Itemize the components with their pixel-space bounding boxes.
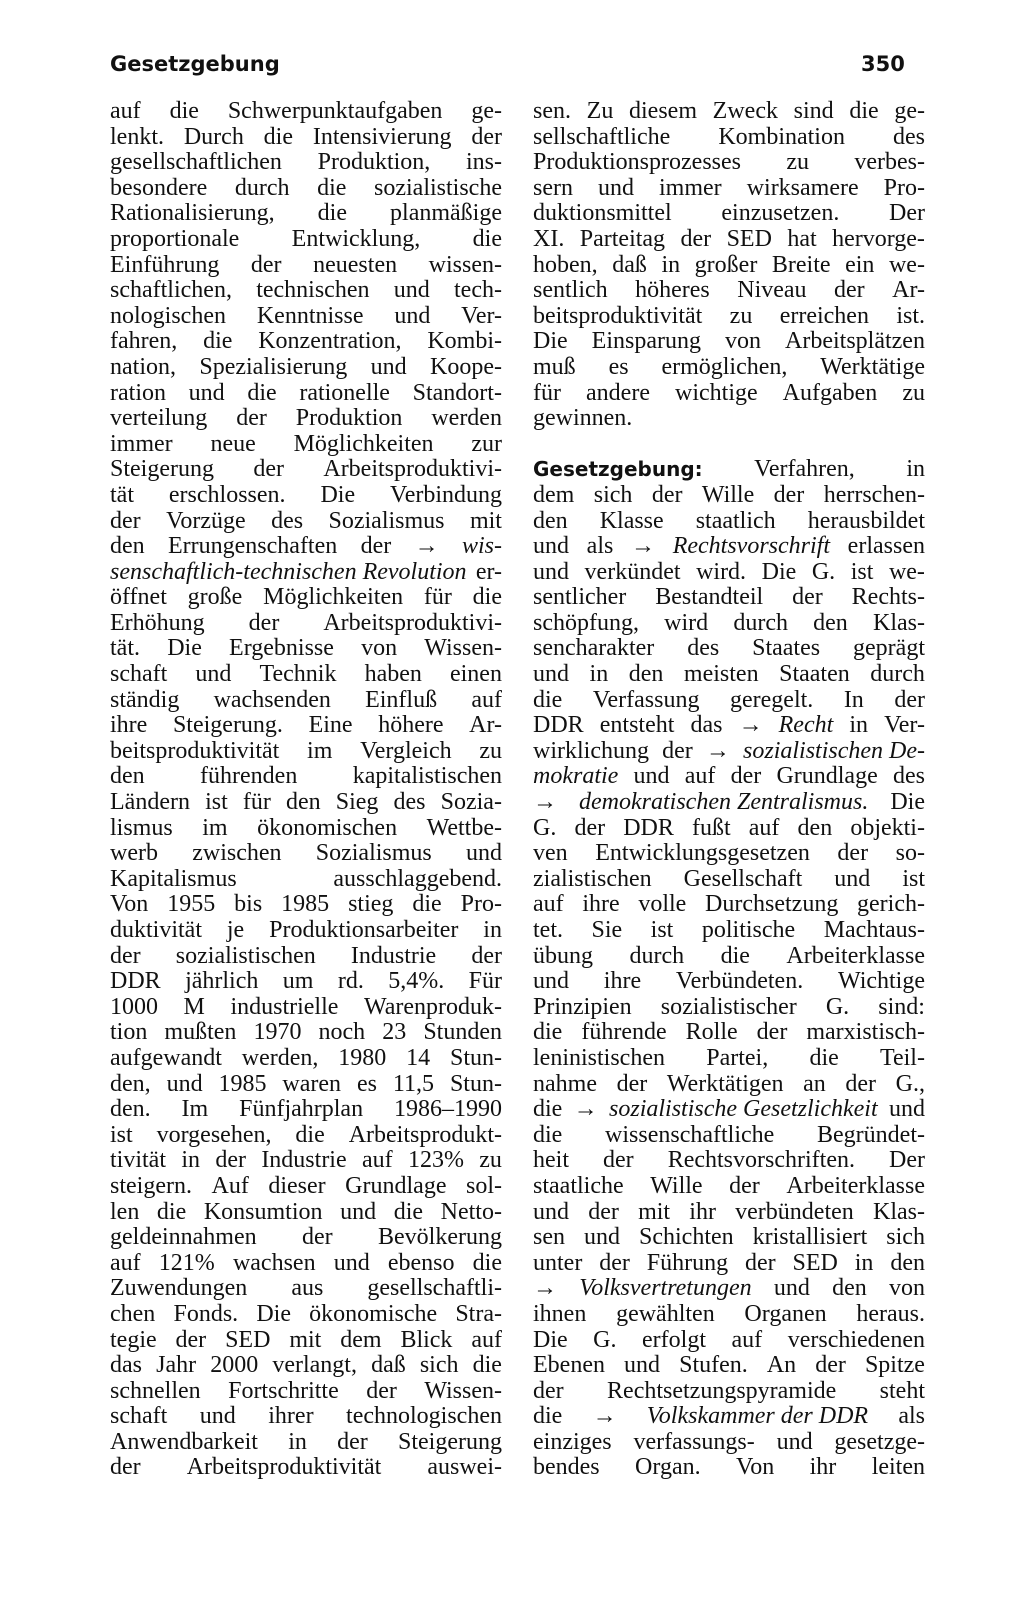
text-line: wirklichung der → sozialistischen De- [533, 737, 925, 764]
text-line: → Volksvertretungen und den von [533, 1275, 925, 1302]
text-line: der Rechtsetzungspyramide steht [533, 1377, 925, 1404]
text-line: Kapitalismus ausschlaggebend. [110, 865, 502, 892]
text-line: bendes Organ. Von ihr leiten [533, 1454, 925, 1481]
text-line: der sozialistischen Industrie der [110, 942, 502, 969]
text-line: gewinnen. [533, 405, 633, 432]
text-line: → demokratischen Zentralismus. Die [533, 789, 925, 816]
text-line: duktivität je Produktionsarbeiter in [110, 917, 502, 943]
text-line: beitsproduktivität zu erreichen ist. [533, 302, 925, 329]
text-line: sern und immer wirksamere Pro- [533, 174, 925, 201]
page-number: 350 [861, 52, 905, 76]
text-line: XI. Parteitag der SED hat hervorge- [533, 225, 925, 252]
text-line: nahme der Werktätigen an der G., [533, 1070, 925, 1097]
text-line: Steigerung der Arbeitsproduktivi- [110, 456, 502, 483]
text-line: auf die Schwerpunktaufgaben ge- [110, 98, 502, 124]
text-line: fahren, die Konzentration, Kombi- [110, 328, 502, 355]
text-line: ihre Steigerung. Eine höhere Ar- [110, 712, 502, 739]
text-line: die wissenschaftliche Begründet- [533, 1121, 925, 1148]
text-line: Einführung der neuesten wissen- [110, 251, 502, 278]
text-line: den führenden kapitalistischen [110, 763, 502, 790]
text-line: immer neue Möglichkeiten zur [110, 430, 502, 457]
text-line: muß es ermöglichen, Werktätige [533, 353, 925, 380]
text-line: tät erschlossen. Die Verbindung [110, 481, 502, 508]
text-line: ven Entwicklungsgesetzen der so- [533, 840, 925, 867]
text-line: und als → Rechtsvorschrift erlassen [533, 533, 925, 560]
text-line: Produktionsprozesses zu verbes- [533, 149, 925, 176]
text-line: len die Konsumtion und die Netto- [110, 1198, 502, 1225]
text-line: den. Im Fünfjahrplan 1986–1990 [110, 1096, 502, 1123]
text-line: Gesetzgebung: Verfahren, in [533, 456, 925, 483]
text-line: Ländern ist für den Sieg des Sozia- [110, 789, 502, 816]
text-line: schnellen Fortschritte der Wissen- [110, 1377, 502, 1404]
text-line: nation, Spezialisierung und Koope- [110, 353, 502, 380]
text-line: sentlich höheres Niveau der Ar- [533, 277, 925, 304]
text-line: Zuwendungen aus gesellschaftli- [110, 1275, 502, 1302]
text-line: senschaftlich-technischen Revolution er- [110, 558, 502, 585]
text-line: zialistischen Gesellschaft und ist [533, 865, 925, 892]
text-line: chen Fonds. Die ökonomische Stra- [110, 1300, 502, 1327]
text-line: ständig wachsenden Einfluß auf [110, 686, 502, 713]
text-line: Erhöhung der Arbeitsproduktivi- [110, 609, 502, 636]
text-line: lenkt. Durch die Intensivierung der [110, 123, 502, 150]
text-line: werb zwischen Sozialismus und [110, 840, 502, 867]
text-line: der Vorzüge des Sozialismus mit [110, 507, 502, 534]
text-line: für andere wichtige Aufgaben zu [533, 379, 925, 406]
text-line: steigern. Auf dieser Grundlage sol- [110, 1172, 502, 1199]
text-line: gesellschaftlichen Produktion, ins- [110, 149, 502, 176]
text-line: Ebenen und Stufen. An der Spitze [533, 1352, 925, 1379]
text-line: die → Volkskammer der DDR als [533, 1403, 925, 1430]
text-line: und verkündet wird. Die G. ist we- [533, 558, 925, 585]
text-line: und der mit ihr verbündeten Klas- [533, 1198, 925, 1225]
text-line: schaft und ihrer technologischen [110, 1403, 502, 1430]
text-line: auf 121% wachsen und ebenso die [110, 1249, 502, 1276]
running-head: Gesetzgebung [110, 52, 280, 76]
text-line: duktionsmittel einzusetzen. Der [533, 200, 925, 227]
text-line: tion mußten 1970 noch 23 Stunden [110, 1019, 502, 1046]
text-line: den Errungenschaften der → wis- [110, 533, 502, 560]
text-line: die Verfassung geregelt. In der [533, 686, 925, 713]
text-line: sen. Zu diesem Zweck sind die ge- [533, 98, 925, 124]
text-line: G. der DDR fußt auf den objekti- [533, 814, 925, 841]
right-text-column [533, 99, 925, 1481]
text-line: einziges verfassungs- und gesetzge- [533, 1428, 925, 1455]
text-line: geldeinnahmen der Bevölkerung [110, 1224, 502, 1251]
text-line: tät. Die Ergebnisse von Wissen- [110, 635, 502, 662]
text-line: Von 1955 bis 1985 stieg die Pro- [110, 891, 502, 918]
text-line: hoben, daß in großer Breite ein we- [533, 251, 925, 278]
text-line: heit der Rechtsvorschriften. Der [533, 1147, 925, 1174]
text-line [533, 432, 925, 458]
text-line: die führende Rolle der marxistisch- [533, 1019, 925, 1046]
text-line: tet. Sie ist politische Machtaus- [533, 917, 925, 943]
text-line: das Jahr 2000 verlangt, daß sich die [110, 1352, 502, 1379]
text-line: und ihre Verbündeten. Wichtige [533, 968, 925, 995]
text-line: Prinzipien sozialistischer G. sind: [533, 993, 925, 1020]
text-line: verteilung der Produktion werden [110, 405, 502, 432]
text-line: staatliche Wille der Arbeiterklasse [533, 1172, 925, 1199]
text-line: die → sozialistische Gesetzlichkeit und [533, 1096, 925, 1123]
text-line: beitsproduktivität im Vergleich zu [110, 737, 502, 764]
text-line: sen und Schichten kristallisiert sich [533, 1224, 925, 1251]
text-line: dem sich der Wille der herrschen- [533, 481, 925, 508]
text-line: den, und 1985 waren es 11,5 Stun- [110, 1070, 502, 1097]
text-line: und in den meisten Staaten durch [533, 661, 925, 688]
left-text-column [110, 99, 502, 1481]
text-line: leninistischen Partei, die Teil- [533, 1044, 925, 1071]
text-line: den Klasse staatlich herausbildet [533, 507, 925, 534]
text-line: ist vorgesehen, die Arbeitsprodukt- [110, 1121, 502, 1148]
text-line: proportionale Entwicklung, die [110, 225, 502, 252]
text-line: tivität in der Industrie auf 123% zu [110, 1147, 502, 1174]
text-line: ration und die rationelle Standort- [110, 379, 502, 406]
text-line: unter der Führung der SED in den [533, 1249, 925, 1276]
text-line: sellschaftliche Kombination des [533, 123, 925, 150]
text-line: Rationalisierung, die planmäßige [110, 200, 502, 227]
text-line: Die Einsparung von Arbeitsplätzen [533, 328, 925, 355]
text-line: auf ihre volle Durchsetzung gerich- [533, 891, 925, 918]
text-line: schöpfung, wird durch den Klas- [533, 609, 925, 636]
text-line: ihnen gewählten Organen heraus. [533, 1300, 925, 1327]
text-line: übung durch die Arbeiterklasse [533, 942, 925, 969]
text-line: Anwendbarkeit in der Steigerung [110, 1428, 502, 1455]
text-line: tegie der SED mit dem Blick auf [110, 1326, 502, 1353]
text-line: besondere durch die sozialistische [110, 174, 502, 201]
text-line: Die G. erfolgt auf verschiedenen [533, 1326, 925, 1353]
text-line: sencharakter des Staates geprägt [533, 635, 925, 662]
text-line: öffnet große Möglichkeiten für die [110, 584, 502, 611]
text-line: lismus im ökonomischen Wettbe- [110, 814, 502, 841]
text-line: schaft und Technik haben einen [110, 661, 502, 688]
text-line: mokratie und auf der Grundlage des [533, 763, 925, 790]
text-line: schaftlichen, technischen und tech- [110, 277, 502, 304]
text-line: DDR jährlich um rd. 5,4%. Für [110, 968, 502, 995]
text-line: sentlicher Bestandteil der Rechts- [533, 584, 925, 611]
text-line: DDR entsteht das → Recht in Ver- [533, 712, 925, 739]
text-line: der Arbeitsproduktivität auswei- [110, 1454, 502, 1481]
text-line: nologischen Kenntnisse und Ver- [110, 302, 502, 329]
text-line: 1000 M industrielle Warenproduk- [110, 993, 502, 1020]
text-line: aufgewandt werden, 1980 14 Stun- [110, 1044, 502, 1071]
